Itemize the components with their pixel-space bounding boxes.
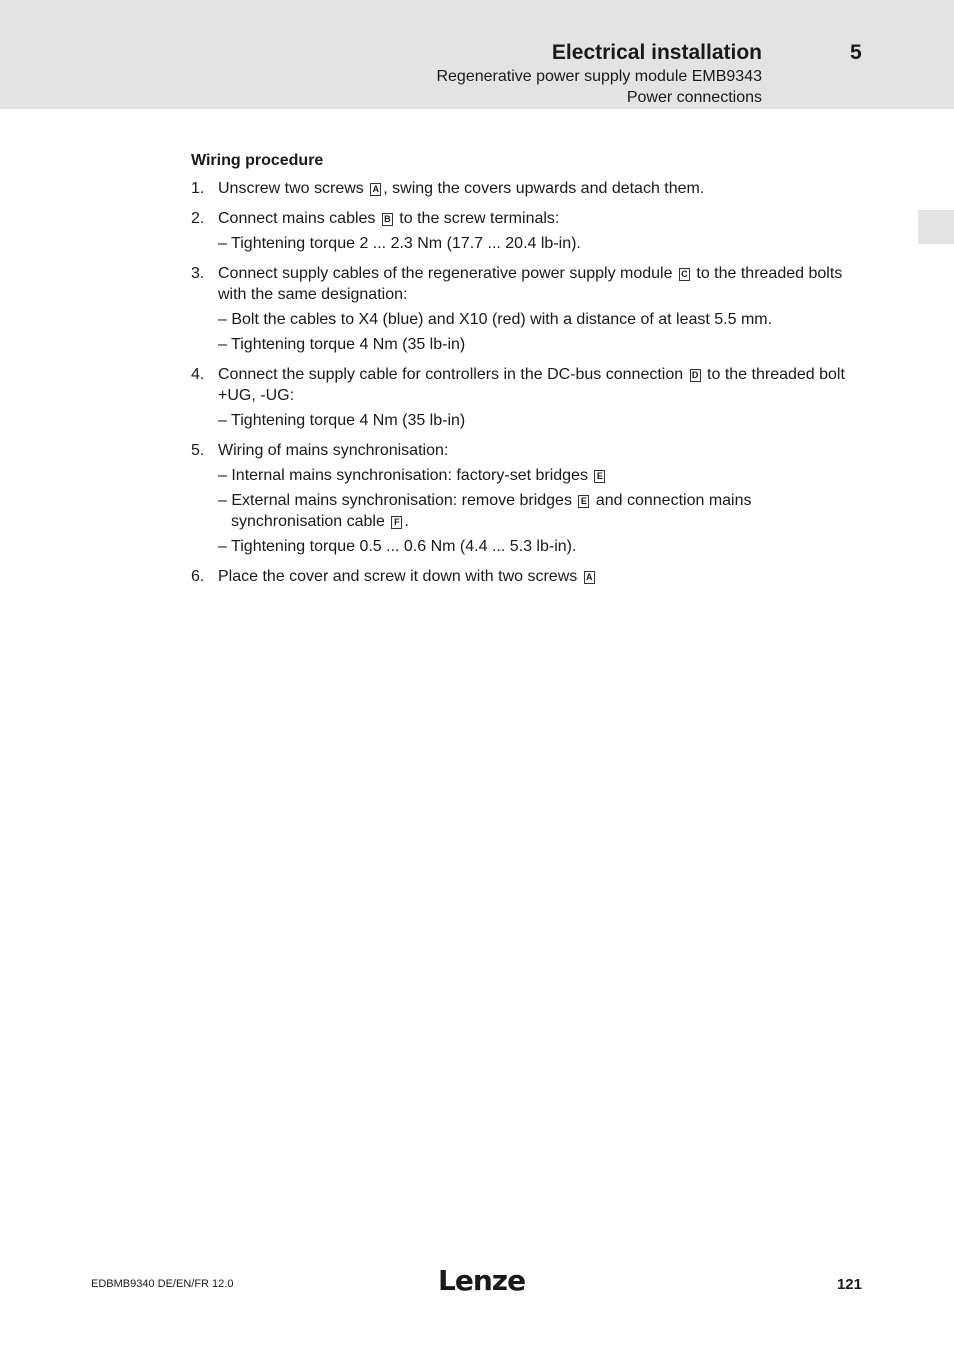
step-detail: – Tightening torque 2 ... 2.3 Nm (17.7 ... 20.4 lb-in). <box>218 235 581 252</box>
step-text: to the threaded bolts with the same designation: <box>218 265 843 303</box>
step-number: 4. <box>191 366 205 383</box>
step-number: 2. <box>191 210 205 227</box>
detail-text: and connection mains synchronisation cable <box>231 492 752 530</box>
position-key-a: A <box>584 571 595 584</box>
step-number: 5. <box>191 442 205 459</box>
step-2 <box>191 208 863 254</box>
header-band <box>0 0 954 109</box>
position-key-c: C <box>679 268 690 281</box>
step-detail: – Tightening torque 4 Nm (35 lb-in) <box>218 336 466 353</box>
position-key-e: E <box>594 470 605 483</box>
step-detail <box>218 490 863 532</box>
detail-text: . <box>404 513 409 530</box>
step-text: Place the cover and screw it down with two screws <box>218 568 582 585</box>
step-6 <box>191 566 863 587</box>
step-detail: – Tightening torque 0.5 ... 0.6 Nm (4.4 ... 5.3 lb-in). <box>218 538 577 555</box>
step-detail <box>218 465 863 486</box>
step-text: Unscrew two screws <box>218 180 369 197</box>
position-key-f: F <box>391 516 402 529</box>
position-key-e: E <box>578 495 589 508</box>
step-3 <box>191 263 863 355</box>
step-text: , swing the covers upwards and detach them. <box>383 180 705 197</box>
step-number: 3. <box>191 265 205 282</box>
lenze-logo: Lenze <box>438 1264 526 1297</box>
step-text: Connect the supply cable for controllers in the DC-bus connection <box>218 366 688 383</box>
step-5 <box>191 440 863 557</box>
section-subtitle: Regenerative power supply module EMB9343 <box>436 68 762 85</box>
detail-text: – Internal mains synchronisation: factory-set bridges <box>218 467 593 484</box>
subsection-subtitle: Power connections <box>626 89 762 106</box>
chapter-side-tab <box>918 210 954 244</box>
step-1 <box>191 178 863 199</box>
detail-text: – External mains synchronisation: remove bridges <box>218 492 577 509</box>
step-4 <box>191 364 863 431</box>
step-number: 1. <box>191 180 205 197</box>
step-text: to the threaded bolt +UG, -UG: <box>218 366 845 404</box>
document-id: EDBMB9340 DE/EN/FR 12.0 <box>91 1278 234 1290</box>
position-key-a: A <box>370 183 381 196</box>
step-text: to the screw terminals: <box>394 210 560 227</box>
page-content <box>191 150 863 596</box>
step-text: Wiring of mains synchronisation: <box>218 442 449 459</box>
step-number: 6. <box>191 568 205 585</box>
step-detail: – Tightening torque 4 Nm (35 lb-in) <box>218 412 466 429</box>
position-key-b: B <box>382 213 393 226</box>
section-heading: Wiring procedure <box>191 152 324 169</box>
position-key-d: D <box>690 369 701 382</box>
step-text: Connect supply cables of the regenerative power supply module <box>218 265 677 282</box>
chapter-number: 5 <box>850 41 862 64</box>
wiring-steps-list <box>191 178 863 587</box>
chapter-title: Electrical installation <box>551 41 762 64</box>
step-text: Connect mains cables <box>218 210 380 227</box>
step-detail: – Bolt the cables to X4 (blue) and X10 (red) with a distance of at least 5.5 mm. <box>218 311 773 328</box>
page-number: 121 <box>836 1276 862 1293</box>
